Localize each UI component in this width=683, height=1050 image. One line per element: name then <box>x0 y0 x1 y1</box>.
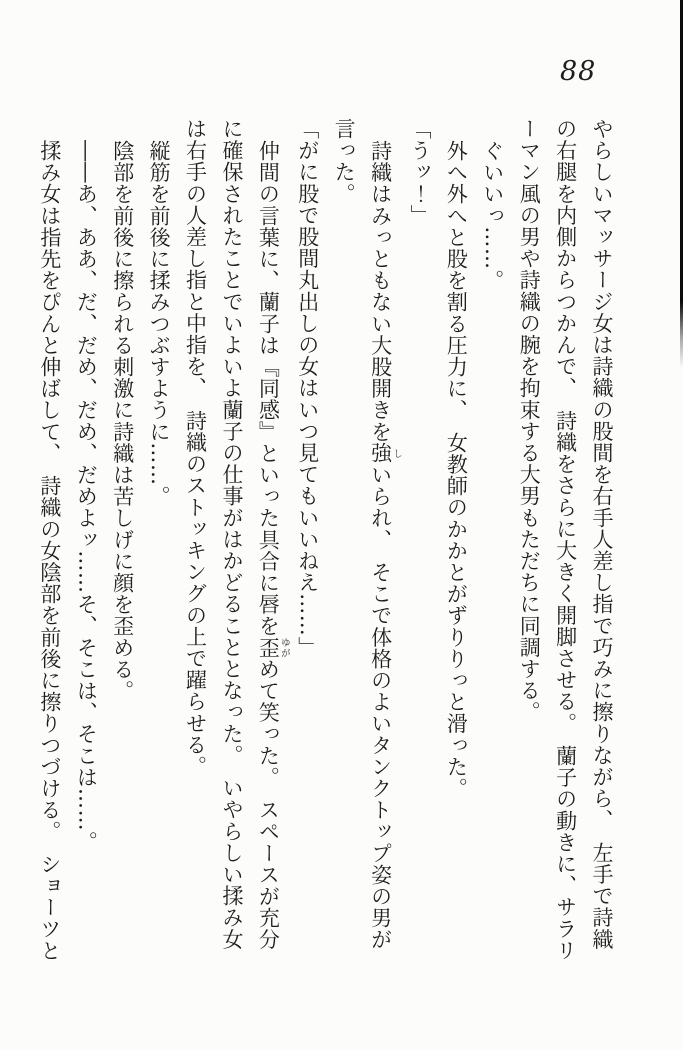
text-column: 陰部を前後に擦られる刺激に詩織は苦しげに顔を歪める。 <box>110 140 135 702</box>
text-column: 言った。 <box>332 118 357 205</box>
text-column: の右腿を内側からつかんで、 詩織をさらに大きく開脚させる。 蘭子の動きに、サラリ <box>553 118 578 961</box>
text-column: 「うッ！」 <box>407 118 432 226</box>
text-column: 外へ外へと股を割る圧力に、 女教師のかかとがずりりっと滑った。 <box>444 140 469 800</box>
text-column: 「がに股で股間丸出しの女はいつ見てもいいねえ……」 <box>295 118 320 658</box>
text-column: 詩織はみっともない大股開きを強しいられ、 そこで体格のよいタンクトップ姿の男が <box>368 140 403 951</box>
text-column: やらしいマッサージ女は詩織の股間を右手人差し指で巧みに擦りながら、 左手で詩織 <box>590 118 614 950</box>
text-column: 仲間の言葉に、蘭子は『同感』といった具合に唇を歪ゆがめて笑った。 スペースが充分 <box>256 140 290 951</box>
text-column: ――あ、ああ、だ、だめ、だめ、だめよッ……そ、そこは、そこは……。 <box>74 140 99 853</box>
ruby-base: 強し <box>368 442 403 465</box>
body-text <box>32 118 621 962</box>
text-column: は右手の人差し指と中指を、 詩織のストッキングの上で躍らせる。 <box>183 118 208 778</box>
furigana: し <box>391 442 403 464</box>
text-column: ーマン風の男や詩織の腕を拘束する大男もただちに同調する。 <box>517 118 542 723</box>
text-column: 縦筋を前後に揉みつぶすように……。 <box>147 140 172 508</box>
ruby-base: 歪ゆが <box>256 636 290 659</box>
text-column: 揉み女は指先をぴんと伸ばして、 詩織の女陰部を前後に擦りつづける。 ショーツと <box>37 140 62 962</box>
page-number: 88 <box>560 56 597 87</box>
furigana: ゆが <box>278 636 290 659</box>
text-column: ぐいいっ……。 <box>480 140 505 292</box>
text-column: に確保されたことでいよいよ蘭子の仕事がはかどることとなった。 いやらしい揉み女 <box>219 118 244 950</box>
